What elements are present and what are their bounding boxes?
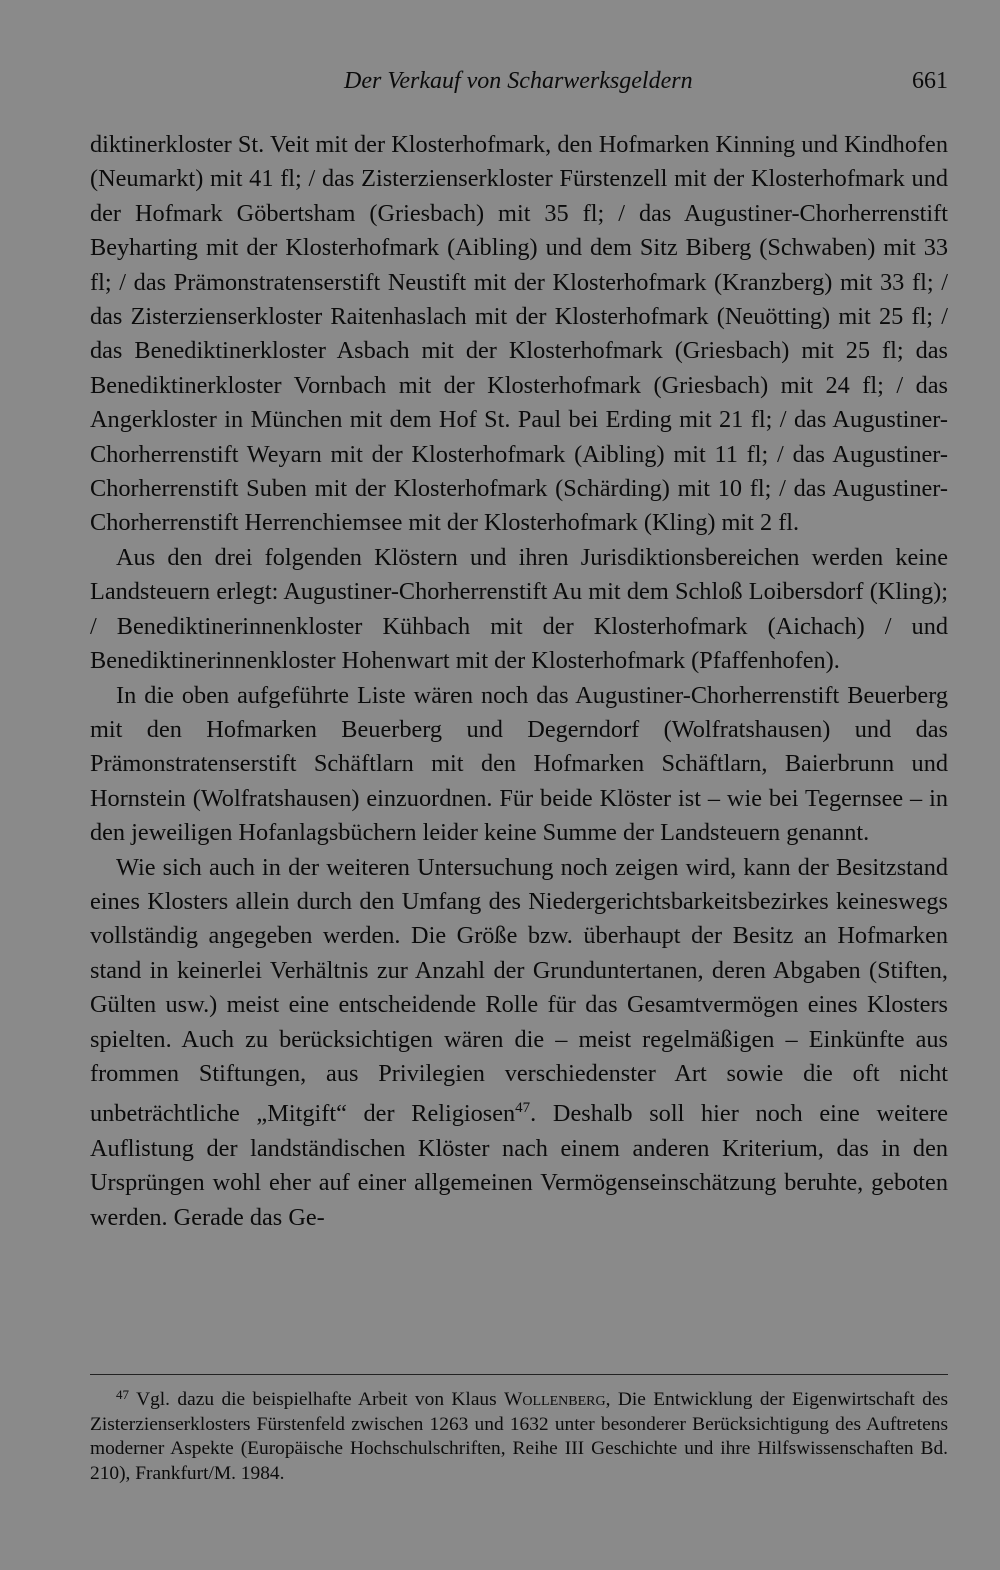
paragraph-3: In die oben aufgeführte Liste wären noch das Augustiner-Chorherrenstift Beuerberg mit den Hofmarken Beuerberg und Degerndorf (Wolfratshausen) und das Prämonstratenserstift Schäftlarn mit den Hofmarken Schäftlarn, Baierbrunn und Hornstein (Wolfratshausen) einzuordnen. Für beide Klöster ist – wie bei Tegernsee – in den jeweiligen Hofanlagsbüchern leider keine Summe der Landsteuern genannt. — [90, 681, 948, 847]
footnote-number: 47 — [116, 1387, 129, 1402]
footnote-reference[interactable]: 47 — [515, 1100, 531, 1117]
footnote-rule — [90, 1374, 948, 1375]
paragraph-4 — [90, 851, 948, 1235]
paragraph-2: Aus den drei folgenden Klöstern und ihren Jurisdiktionsbereichen werden keine Landsteuern erlegt: Augustiner-Chorherrenstift Au mit dem Schloß Loibersdorf (Kling); / Benediktinerinnenkloster Kühbach mit der Klosterhofmark (Aichach) / und Benediktinerinnenkloster Hohenwart mit der Klosterhofmark (Pfaffenhofen). — [90, 543, 948, 675]
paragraph-1: diktinerkloster St. Veit mit der Klosterhofmark, den Hofmarken Kinning und Kindhofen (Neumarkt) mit 41 fl; / das Zisterzienserkloster Fürstenzell mit der Klosterhofmark und der Hofmark Göbertsham (Griesbach) mit 35 fl; / das Augustiner-Chorherrenstift Beyharting mit der Klosterhofmark (Aibling) und dem Sitz Biberg (Schwaben) mit 33 fl; / das Prämonstratenserstift Neustift mit der Klosterhofmark (Kranzberg) mit 33 fl; / das Zisterzienserkloster Raitenhaslach mit der Klosterhofmark (Neuötting) mit 25 fl; / das Benediktinerkloster Asbach mit der Klosterhofmark (Griesbach) mit 25 fl; das Benediktinerkloster Vornbach mit der Klosterhofmark (Griesbach) mit 24 fl; / das Angerkloster in München mit dem Hof St. Paul bei Erding mit 21 fl; / das Augustiner-Chorherrenstift Weyarn mit der Klosterhofmark (Aibling) mit 11 fl; / das Augustiner-Chorherrenstift Suben mit der Klosterhofmark (Schärding) mit 10 fl; / das Augustiner-Chorherrenstift Herrenchiemsee mit der Klosterhofmark (Kling) mit 2 fl. — [90, 131, 948, 537]
footnote-author: Wollenberg — [504, 1389, 606, 1410]
footnote-text-start: Vgl. dazu die beispielhafte Arbeit von Klaus — [136, 1389, 505, 1410]
body-text — [90, 128, 948, 1235]
footnote-text-end: , Die Entwicklung der Eigenwirtschaft des Zisterzienserklosters Fürstenfeld zwischen 1263 und 1632 unter besonderer Berücksichtigung des Auftretens moderner Aspekte (Europäische Hochschulschriften, Reihe III Geschichte und ihre Hilfswissenschaften Bd. 210), Frankfurt/M. 1984. — [90, 1389, 949, 1484]
running-title: Der Verkauf von Scharwerksgeldern — [344, 68, 693, 94]
footnote-47 — [90, 1383, 948, 1486]
page-number: 661 — [912, 68, 948, 94]
paragraph-4-text-end: . Deshalb soll hier noch eine weitere Auflistung der landständischen Klöster nach einem anderen Kriterium, das in den Ursprüngen wohl eher auf einer allgemeinen Vermögenseinschätzung beruhte, geboten werden. Gerade das Ge- — [90, 1100, 949, 1231]
page-header — [90, 68, 948, 108]
paragraph-4-text-start: Wie sich auch in der weiteren Untersuchung noch zeigen wird, kann der Besitzstand eines Klosters allein durch den Umfang des Niedergerichtsbarkeitsbezirkes keineswegs vollständig angegeben werden. Die Größe bzw. überhaupt der Besitz an Hofmarken stand in keinerlei Verhältnis zur Anzahl der Grunduntertanen, deren Abgaben (Stiften, Gülten usw.) meist eine entscheidende Rolle für das Gesamtvermögen eines Klosters spielten. Auch zu berücksichtigen wären die – meist regelmäßigen – Einkünfte aus frommen Stiftungen, aus Privilegien verschiedenster Art sowie die oft nicht unbeträchtliche „Mitgift“ der Religiosen — [90, 853, 948, 1128]
